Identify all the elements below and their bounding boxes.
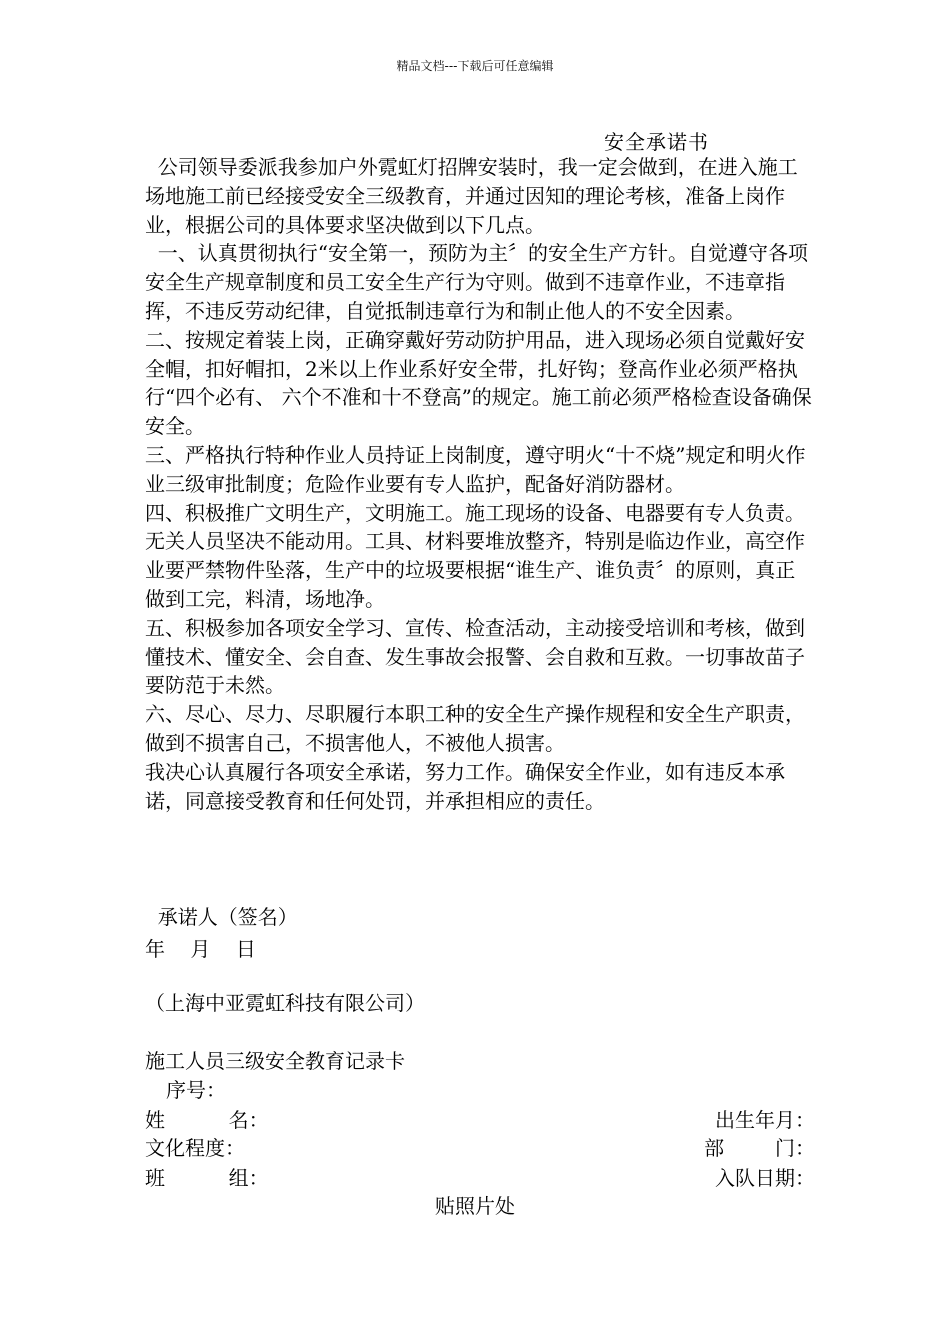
signer-label: 承诺人（签名） [145,905,298,929]
date-label: 年 月 日 [145,937,256,961]
body-paragraph: 我决心认真履行各项安全承诺，努力工作。确保安全作业，如有违反本承诺，同意接受教育和任何处罚，并承担相应的责任。 [145,759,785,813]
name-label: 姓 名： [145,1108,269,1132]
body-paragraph: 四、积极推广文明生产，文明施工。施工现场的设备、电器要有专人负责。无关人员坚决不能动用。工具、材料要堆放整齐，特别是临边作业，高空作业要严禁物件坠落，生产中的垃圾要根据“谁生产、谁负责〞的原则，真正做到工完，料清，场地净。 [145,500,805,611]
photo-placeholder: 贴照片处 [435,1194,515,1218]
form-row [145,1162,815,1192]
body-paragraph: 一、认真贯彻执行“安全第一，预防为主〞的安全生产方针。自觉遵守各项安全生产规章制度和员工安全生产行为守则。做到不违章作业，不违章指挥，不违反劳动纪律，自觉抵制违章行为和制止他人的不安全因素。 [145,241,808,323]
education-label: 文化程度： [145,1136,245,1160]
card-title: 施工人员三级安全教育记录卡 [145,1049,405,1073]
form-row [145,1132,815,1162]
company-name: （上海中亚霓虹科技有限公司） [145,991,425,1015]
document-title: 安全承诺书 [604,130,709,154]
page-header: 精品文档---下载后可任意编辑 [396,59,554,73]
department-label: 部 门： [704,1136,815,1160]
body-paragraph: 六、尽心、尽力、尽职履行本职工种的安全生产操作规程和安全生产职责，做到不损害自己，不损害他人，不被他人损害。 [145,702,805,755]
team-label: 班 组： [145,1166,269,1190]
form-row [145,1104,815,1134]
body-paragraph: 三、严格执行特种作业人员持证上岗制度，遵守明火“十不烧”规定和明火作业三级审批制度；危险作业要有专人监护，配备好消防器材。 [145,442,806,496]
document-body [145,153,815,815]
body-paragraph: 公司领导委派我参加户外霓虹灯招牌安装时，我一定会做到，在进入施工场地施工前已经接受安全三级教育，并通过因知的理论考核，准备上岗作业，根据公司的具体要求坚决做到以下几点。 [145,155,798,237]
body-paragraph: 五、积极参加各项安全学习、宣传、检查活动，主动接受培训和考核，做到懂技术、懂安全、会自查、发生事故会报警、会自救和互救。一切事故苗子要防范于未然。 [145,615,805,698]
birth-label: 出生年月： [715,1108,815,1132]
join-date-label: 入队日期： [715,1166,815,1190]
serial-label: 序号： [166,1078,226,1102]
signature-block [145,901,298,965]
body-paragraph: 二、按规定着装上岗，正确穿戴好劳动防护用品，进入现场必须自觉戴好安全帽，扣好帽扣，2米以上作业系好安全带，扎好钩；登高作业必须严格执行“四个必有、 六个不准和十不登高”的规定。施工前必须严格检查设备确保安全。 [145,327,812,439]
